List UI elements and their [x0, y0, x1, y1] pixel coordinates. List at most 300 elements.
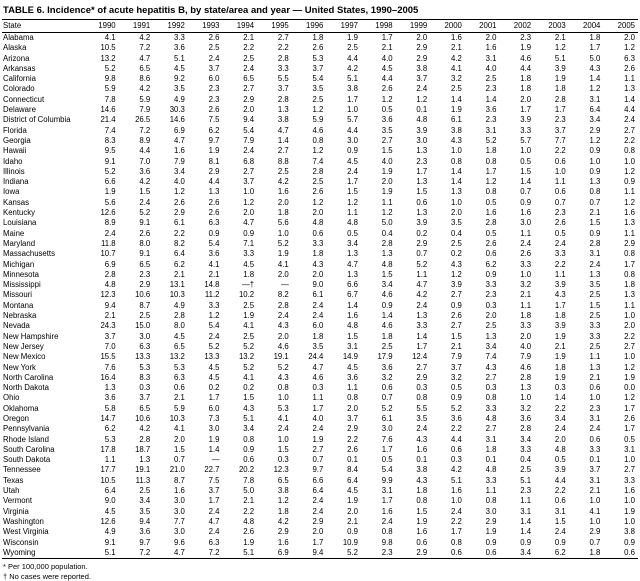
- value-cell: 6.2: [104, 424, 116, 434]
- value-cell: 1.0: [277, 434, 289, 444]
- value-cell: 6.6: [104, 177, 116, 187]
- value-cell: —: [280, 280, 289, 290]
- value-cell: 2.6: [174, 197, 185, 207]
- value-cell: 0.7: [589, 537, 601, 547]
- state-name-cell: North Carolina: [3, 372, 54, 382]
- value-cell: 3.7: [554, 125, 566, 135]
- value-cell: 4.0: [520, 341, 532, 351]
- value-cell: 0.5: [381, 455, 393, 465]
- value-cell: 3.6: [208, 249, 220, 259]
- value-cell: 1.9: [554, 352, 566, 362]
- value-cell: 12.6: [100, 516, 116, 526]
- value-cell: 3.9: [520, 115, 532, 125]
- value-cell: 2.4: [554, 424, 566, 434]
- value-cell: 3.3: [520, 125, 532, 135]
- value-cell: 6.5: [277, 475, 289, 485]
- value-cell: 3.4: [500, 548, 535, 559]
- value-cell: 5.5: [416, 403, 428, 413]
- value-cell: 0.8: [347, 393, 358, 403]
- value-cell: 1.0: [451, 197, 462, 207]
- value-cell: 0.9: [347, 146, 358, 156]
- column-header-year: 1997: [326, 20, 361, 33]
- value-cell: 4.8: [347, 218, 358, 228]
- value-cell: 3.3: [589, 444, 601, 454]
- value-cell: 4.7: [312, 362, 324, 372]
- value-cell: 7.9: [174, 156, 185, 166]
- state-name-cell: Indiana: [3, 177, 29, 187]
- value-cell: 5.9: [139, 94, 151, 104]
- value-cell: 0.9: [589, 146, 601, 156]
- value-cell: 1.3: [589, 177, 601, 187]
- value-cell: 4.4: [554, 475, 566, 485]
- column-header-year: 2003: [534, 20, 569, 33]
- table-row: [2, 33, 638, 44]
- state-name-cell: Maine: [3, 228, 25, 238]
- value-cell: 4.1: [451, 63, 462, 73]
- value-cell: 2.6: [347, 444, 358, 454]
- value-cell: 3.3: [485, 403, 497, 413]
- value-cell: 7.4: [104, 125, 116, 135]
- value-cell: 4.2: [347, 63, 358, 73]
- value-cell: 0.9: [520, 537, 532, 547]
- value-cell: 0.3: [485, 300, 497, 310]
- value-cell: 2.9: [485, 516, 497, 526]
- value-cell: 0.2: [451, 249, 462, 259]
- value-cell: 1.4: [416, 331, 428, 341]
- value-cell: 0.6: [381, 383, 393, 393]
- value-cell: 1.3: [589, 362, 601, 372]
- value-cell: 4.5: [208, 372, 220, 382]
- value-cell: 2.3: [554, 208, 566, 218]
- state-name-cell: Michigan: [3, 259, 35, 269]
- value-cell: 2.9: [396, 548, 431, 559]
- value-cell: 6.2: [485, 259, 497, 269]
- value-cell: 19.1: [273, 352, 289, 362]
- value-cell: 1.2: [624, 43, 635, 53]
- value-cell: 4.3: [312, 259, 324, 269]
- state-name-cell: South Dakota: [3, 455, 51, 465]
- value-cell: 7.6: [381, 434, 393, 444]
- value-cell: 2.8: [485, 218, 497, 228]
- value-cell: 4.8: [347, 321, 358, 331]
- value-cell: 3.6: [485, 105, 497, 115]
- value-cell: 1.1: [624, 187, 635, 197]
- value-cell: 17.7: [100, 465, 116, 475]
- value-cell: 14.7: [100, 413, 116, 423]
- value-cell: 10.3: [169, 413, 185, 423]
- value-cell: 1.8: [569, 548, 604, 559]
- value-cell: 8.7: [139, 300, 151, 310]
- value-cell: 6.1: [451, 115, 462, 125]
- value-cell: 1.0: [451, 496, 462, 506]
- value-cell: 5.1: [174, 53, 185, 63]
- value-cell: 2.4: [277, 311, 289, 321]
- value-cell: 2.3: [485, 115, 497, 125]
- value-cell: 4.8: [381, 259, 393, 269]
- value-cell: 2.8: [277, 94, 289, 104]
- value-cell: 0.8: [312, 135, 324, 145]
- value-cell: 3.7: [277, 84, 289, 94]
- value-cell: 3.7: [208, 63, 220, 73]
- value-cell: 1.0: [277, 228, 289, 238]
- value-cell: 2.0: [381, 177, 393, 187]
- value-cell: 14.8: [204, 280, 220, 290]
- value-cell: 6.9: [104, 259, 116, 269]
- value-cell: 3.0: [485, 506, 497, 516]
- value-cell: 4.2: [139, 424, 151, 434]
- table-title: TABLE 6. Incidence* of acute hepatitis B, by state/area and year — United States, 1990–2005: [3, 5, 419, 16]
- value-cell: 2.5: [381, 341, 393, 351]
- value-cell: 2.4: [381, 516, 393, 526]
- value-cell: 1.8: [554, 362, 566, 372]
- value-cell: 1.9: [381, 187, 393, 197]
- value-cell: 4.6: [520, 53, 532, 63]
- value-cell: 3.4: [520, 434, 532, 444]
- value-cell: 2.4: [139, 197, 151, 207]
- value-cell: 0.5: [451, 383, 462, 393]
- table-row: [2, 414, 638, 424]
- value-cell: 0.9: [451, 300, 462, 310]
- value-cell: 2.3: [139, 269, 151, 279]
- table-row: [2, 64, 638, 74]
- value-cell: 2.4: [312, 300, 324, 310]
- value-cell: 14.9: [342, 352, 358, 362]
- value-cell: 1.1: [104, 455, 116, 465]
- value-cell: 0.5: [347, 228, 358, 238]
- table-row: [2, 249, 638, 259]
- value-cell: 3.3: [208, 300, 220, 310]
- value-cell: 3.9: [416, 218, 428, 228]
- value-cell: 1.1: [520, 228, 532, 238]
- value-cell: 1.5: [554, 516, 566, 526]
- value-cell: 4.0: [381, 156, 393, 166]
- value-cell: 21.0: [169, 465, 185, 475]
- value-cell: 1.4: [451, 177, 462, 187]
- value-cell: 1.3: [139, 455, 151, 465]
- value-cell: 1.4: [624, 94, 635, 104]
- table-row: [2, 517, 638, 527]
- state-name-cell: Washington: [3, 516, 44, 526]
- value-cell: 0.8: [589, 187, 601, 197]
- value-cell: 2.9: [589, 527, 601, 537]
- table-row: [2, 311, 638, 321]
- value-cell: 2.9: [624, 238, 635, 248]
- state-name-cell: Colorado: [3, 84, 35, 94]
- value-cell: 9.4: [292, 548, 327, 559]
- value-cell: 2.3: [554, 115, 566, 125]
- value-cell: 4.5: [347, 486, 358, 496]
- value-cell: 1.2: [589, 84, 601, 94]
- table-body: [2, 33, 638, 559]
- table-row: [2, 332, 638, 342]
- value-cell: 5.2: [208, 341, 220, 351]
- table-row: [2, 84, 638, 94]
- state-name-cell: New Hampshire: [3, 331, 59, 341]
- value-cell: 6.7: [347, 290, 358, 300]
- table-row: [2, 136, 638, 146]
- table-row: [2, 229, 638, 239]
- value-cell: 4.3: [451, 259, 462, 269]
- value-cell: 6.3: [139, 341, 151, 351]
- value-cell: 3.9: [554, 280, 566, 290]
- value-cell: 4.6: [312, 372, 324, 382]
- value-cell: 5.2: [485, 135, 497, 145]
- value-cell: 4.2: [277, 177, 289, 187]
- value-cell: 6.9: [257, 548, 292, 559]
- value-cell: 0.6: [416, 197, 428, 207]
- state-name-cell: North Dakota: [3, 383, 49, 393]
- value-cell: 7.5: [208, 475, 220, 485]
- value-cell: 2.9: [277, 527, 289, 537]
- value-cell: 4.1: [277, 413, 289, 423]
- value-cell: 3.7: [589, 465, 601, 475]
- value-cell: 5.7: [347, 115, 358, 125]
- value-cell: 1.1: [520, 300, 532, 310]
- value-cell: 0.1: [589, 455, 601, 465]
- footnotes: [3, 562, 638, 581]
- state-name-cell: Montana: [3, 300, 34, 310]
- value-cell: 1.3: [347, 269, 358, 279]
- value-cell: 2.6: [381, 84, 393, 94]
- value-cell: 9.7: [139, 537, 151, 547]
- value-cell: 0.8: [485, 496, 497, 506]
- value-cell: 3.3: [520, 321, 532, 331]
- value-cell: 5.2: [277, 362, 289, 372]
- value-cell: 4.1: [243, 321, 255, 331]
- value-cell: 2.2: [277, 43, 289, 53]
- value-cell: 3.8: [277, 486, 289, 496]
- value-cell: 1.4: [520, 516, 532, 526]
- value-cell: 1.3: [208, 187, 220, 197]
- value-cell: 3.4: [243, 424, 255, 434]
- value-cell: 10.7: [100, 249, 116, 259]
- value-cell: 1.9: [347, 33, 358, 42]
- value-cell: 2.5: [208, 43, 220, 53]
- value-cell: 1.4: [381, 311, 393, 321]
- value-cell: 1.2: [243, 197, 255, 207]
- value-cell: 4.3: [451, 135, 462, 145]
- value-cell: 1.5: [520, 166, 532, 176]
- column-header-year: 1991: [119, 20, 154, 33]
- value-cell: 1.6: [277, 187, 289, 197]
- column-header-year: 2002: [500, 20, 535, 33]
- value-cell: 2.4: [208, 527, 220, 537]
- value-cell: 0.4: [520, 455, 532, 465]
- value-cell: 3.0: [416, 135, 428, 145]
- value-cell: 2.3: [485, 290, 497, 300]
- value-cell: 2.1: [208, 269, 220, 279]
- value-cell: 4.1: [208, 259, 220, 269]
- value-cell: 2.5: [243, 331, 255, 341]
- value-cell: 0.6: [603, 548, 638, 559]
- value-cell: 2.9: [416, 43, 428, 53]
- table-row: [2, 301, 638, 311]
- value-cell: 0.8: [451, 537, 462, 547]
- value-cell: 2.6: [312, 187, 324, 197]
- value-cell: 4.3: [243, 403, 255, 413]
- table-row: [2, 486, 638, 496]
- value-cell: 0.9: [589, 166, 601, 176]
- table-row: [2, 95, 638, 105]
- value-cell: 1.6: [416, 444, 428, 454]
- value-cell: 3.6: [381, 115, 393, 125]
- value-cell: 4.2: [451, 465, 462, 475]
- value-cell: 3.0: [174, 506, 185, 516]
- value-cell: 2.8: [520, 424, 532, 434]
- value-cell: 3.3: [416, 321, 428, 331]
- value-cell: 0.7: [520, 187, 532, 197]
- value-cell: 3.6: [451, 413, 462, 423]
- value-cell: 8.0: [139, 238, 151, 248]
- value-cell: 0.9: [381, 300, 393, 310]
- value-cell: 5.1: [243, 413, 255, 423]
- table-row: [2, 393, 638, 403]
- value-cell: 0.2: [416, 228, 428, 238]
- value-cell: 2.1: [589, 208, 601, 218]
- table-row: [2, 383, 638, 393]
- value-cell: 4.5: [381, 63, 393, 73]
- value-cell: 3.5: [312, 341, 324, 351]
- value-cell: 5.4: [381, 465, 393, 475]
- value-cell: 2.4: [554, 238, 566, 248]
- value-cell: 6.4: [312, 486, 324, 496]
- value-cell: 6.1: [381, 413, 393, 423]
- value-cell: 2.1: [174, 393, 185, 403]
- value-cell: 1.8: [520, 74, 532, 84]
- value-cell: 3.7: [243, 177, 255, 187]
- state-name-cell: Texas: [3, 475, 24, 485]
- value-cell: 0.7: [416, 249, 428, 259]
- value-cell: 2.3: [520, 33, 532, 42]
- value-cell: 1.5: [243, 393, 255, 403]
- value-cell: 2.0: [624, 321, 635, 331]
- value-cell: 5.4: [208, 238, 220, 248]
- value-cell: 10.3: [169, 290, 185, 300]
- value-cell: 6.6: [347, 280, 358, 290]
- value-cell: 2.1: [451, 341, 462, 351]
- table-row: [2, 239, 638, 249]
- value-cell: 0.9: [451, 393, 462, 403]
- value-cell: 1.2: [381, 208, 393, 218]
- value-cell: 0.7: [174, 455, 185, 465]
- value-cell: 1.3: [589, 269, 601, 279]
- value-cell: 4.3: [416, 475, 428, 485]
- value-cell: 5.2: [326, 548, 361, 559]
- value-cell: 2.7: [485, 372, 497, 382]
- value-cell: 2.7: [277, 33, 289, 42]
- value-cell: 2.4: [416, 424, 428, 434]
- value-cell: 15.0: [135, 321, 151, 331]
- table-row: [2, 342, 638, 352]
- value-cell: 0.3: [485, 383, 497, 393]
- value-cell: 2.5: [589, 341, 601, 351]
- value-cell: 6.2: [174, 259, 185, 269]
- value-cell: 1.9: [624, 372, 635, 382]
- value-cell: —†: [241, 280, 255, 290]
- value-cell: 7.8: [104, 94, 116, 104]
- value-cell: 2.6: [208, 197, 220, 207]
- value-cell: 21.4: [100, 115, 116, 125]
- value-cell: 5.1: [520, 475, 532, 485]
- value-cell: 7.1: [243, 238, 255, 248]
- value-cell: 0.9: [624, 537, 635, 547]
- value-cell: 1.0: [554, 166, 566, 176]
- value-cell: 2.4: [312, 424, 324, 434]
- value-cell: 2.9: [416, 372, 428, 382]
- value-cell: 3.3: [277, 63, 289, 73]
- value-cell: 2.1: [243, 496, 255, 506]
- value-cell: 0.5: [554, 228, 566, 238]
- value-cell: 8.4: [347, 465, 358, 475]
- value-cell: 1.7: [520, 105, 532, 115]
- value-cell: 2.6: [208, 33, 220, 42]
- value-cell: 2.6: [520, 249, 532, 259]
- value-cell: 0.9: [485, 269, 497, 279]
- value-cell: 3.0: [520, 218, 532, 228]
- data-table: [2, 19, 638, 559]
- value-cell: 8.9: [104, 218, 116, 228]
- value-cell: 6.1: [174, 218, 185, 228]
- value-cell: 2.9: [208, 166, 220, 176]
- value-cell: 0.9: [243, 228, 255, 238]
- value-cell: 0.7: [589, 197, 601, 207]
- value-cell: 3.8: [277, 115, 289, 125]
- value-cell: 3.1: [485, 434, 497, 444]
- value-cell: 14.6: [169, 115, 185, 125]
- value-cell: 1.7: [416, 166, 428, 176]
- table-row: [2, 208, 638, 218]
- value-cell: 4.4: [139, 146, 151, 156]
- column-header-year: 2005: [603, 20, 638, 33]
- value-cell: 3.0: [347, 135, 358, 145]
- value-cell: 5.2: [104, 166, 116, 176]
- value-cell: 2.3: [208, 84, 220, 94]
- value-cell: 3.4: [174, 166, 185, 176]
- value-cell: 3.9: [451, 280, 462, 290]
- value-cell: 2.4: [554, 527, 566, 537]
- value-cell: 3.4: [381, 280, 393, 290]
- value-cell: 3.1: [589, 94, 601, 104]
- value-cell: 3.7: [416, 74, 428, 84]
- value-cell: 3.3: [624, 475, 635, 485]
- value-cell: 11.8: [101, 238, 116, 248]
- table-row: [2, 54, 638, 64]
- value-cell: 3.5: [139, 506, 151, 516]
- value-cell: 2.5: [485, 321, 497, 331]
- value-cell: 4.2: [139, 84, 151, 94]
- value-cell: 1.9: [485, 527, 497, 537]
- value-cell: 6.0: [208, 74, 220, 84]
- value-cell: 1.2: [312, 197, 324, 207]
- value-cell: 1.6: [347, 311, 358, 321]
- value-cell: 1.5: [347, 187, 358, 197]
- value-cell: 0.6: [243, 455, 255, 465]
- value-cell: 2.1: [243, 33, 255, 42]
- value-cell: 2.9: [416, 238, 428, 248]
- value-cell: 2.0: [554, 434, 566, 444]
- value-cell: 12.3: [100, 290, 116, 300]
- value-cell: 6.3: [208, 218, 220, 228]
- value-cell: 1.0: [347, 105, 358, 115]
- value-cell: 3.3: [520, 259, 532, 269]
- value-cell: 2.2: [554, 146, 566, 156]
- value-cell: 2.5: [451, 238, 462, 248]
- value-cell: 1.2: [312, 105, 324, 115]
- value-cell: 12.3: [273, 465, 289, 475]
- value-cell: 1.0: [451, 146, 462, 156]
- value-cell: 1.7: [416, 341, 428, 351]
- value-cell: 1.9: [554, 372, 566, 382]
